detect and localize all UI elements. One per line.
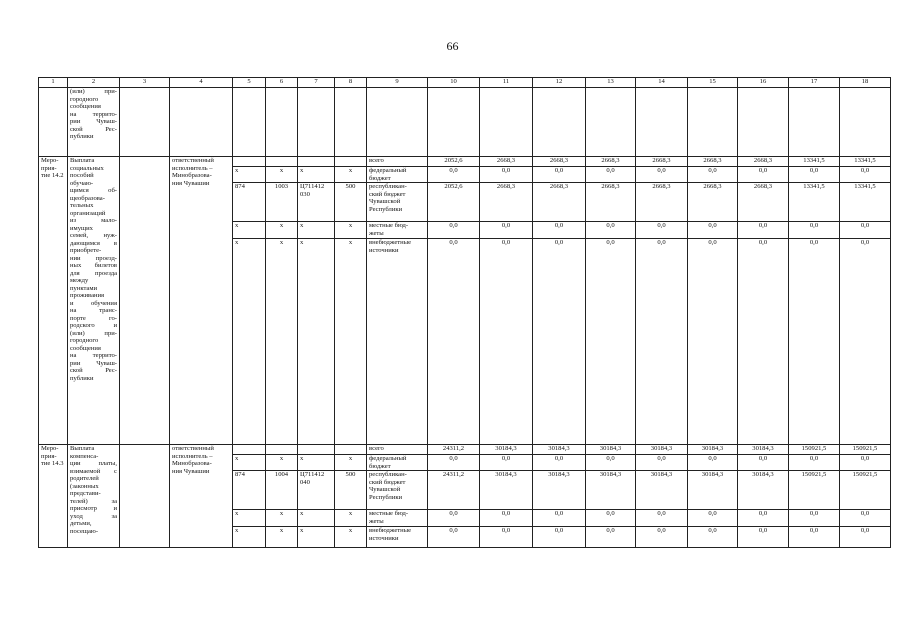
grbs-cell: x: [233, 239, 266, 445]
value-cell: 0,0: [636, 455, 688, 471]
value-cell: 0,0: [636, 527, 688, 548]
target-article-cell: x: [298, 455, 335, 471]
value-cell: 2052,6: [428, 183, 480, 222]
section-cell: x: [266, 167, 298, 183]
section-cell: 1003: [266, 183, 298, 222]
value-cell: 30184,3: [688, 445, 738, 455]
value-cell: 30184,3: [533, 471, 586, 510]
expense-type-cell: 500: [335, 471, 367, 510]
column-header: 4: [170, 78, 233, 88]
column-header: 18: [840, 78, 891, 88]
value-cell: 30184,3: [586, 471, 636, 510]
value-cell: 2668,3: [636, 183, 688, 222]
column-header: 16: [738, 78, 789, 88]
value-cell: 0,0: [533, 239, 586, 445]
value-cell: 0,0: [789, 239, 840, 445]
value-cell: 0,0: [428, 455, 480, 471]
value-cell: 0,0: [428, 222, 480, 239]
value-cell: 150921,5: [789, 445, 840, 455]
target-article-cell: x: [298, 510, 335, 527]
expense-type-cell: [335, 157, 367, 167]
funding-source-cell: внебюджетные источники: [367, 239, 428, 445]
value-cell: 0,0: [840, 167, 891, 183]
funding-source-cell: федеральный бюджет: [367, 167, 428, 183]
value-cell: 0,0: [738, 222, 789, 239]
value-cell: 2668,3: [480, 157, 533, 167]
value-cell: 2668,3: [586, 157, 636, 167]
value-cell: 30184,3: [636, 471, 688, 510]
target-article-cell: [298, 445, 335, 455]
budget-table: [38, 77, 891, 548]
value-cell: 0,0: [688, 167, 738, 183]
value-cell: 30184,3: [480, 471, 533, 510]
value-cell: 30184,3: [636, 445, 688, 455]
grbs-cell: x: [233, 222, 266, 239]
grbs-cell: x: [233, 167, 266, 183]
value-cell: 2668,3: [586, 183, 636, 222]
column-header: 3: [120, 78, 170, 88]
value-cell: 0,0: [688, 455, 738, 471]
section-cell: x: [266, 239, 298, 445]
value-cell: 0,0: [789, 527, 840, 548]
value-cell: 0,0: [428, 239, 480, 445]
expense-type-cell: x: [335, 222, 367, 239]
target-article-cell: [298, 157, 335, 167]
value-cell: 0,0: [586, 510, 636, 527]
expense-type-cell: [335, 445, 367, 455]
section-cell: x: [266, 455, 298, 471]
target-article-cell: x: [298, 222, 335, 239]
funding-source-cell: всего: [367, 445, 428, 455]
empty-cell: [120, 445, 170, 548]
table-header-row: [39, 78, 891, 88]
value-cell: 150921,5: [789, 471, 840, 510]
measure-name: Выплата компенса- ции платы, взимаемой с родителей (законных представи- телей) за присмотр и уход за детьми, посещаю-: [68, 445, 120, 548]
value-cell: 0,0: [738, 527, 789, 548]
column-header: 14: [636, 78, 688, 88]
target-article-cell: Ц711412 030: [298, 183, 335, 222]
value-cell: 0,0: [688, 527, 738, 548]
value-cell: 0,0: [840, 510, 891, 527]
value-cell: 0,0: [533, 527, 586, 548]
value-cell: 0,0: [533, 222, 586, 239]
value-cell: 13341,5: [789, 183, 840, 222]
value-cell: 0,0: [738, 510, 789, 527]
column-header: 1: [39, 78, 68, 88]
column-header: 7: [298, 78, 335, 88]
value-cell: 0,0: [586, 455, 636, 471]
value-cell: 2668,3: [688, 183, 738, 222]
value-cell: 0,0: [738, 239, 789, 445]
value-cell: 2668,3: [480, 183, 533, 222]
page-number: 66: [446, 39, 459, 53]
value-cell: 0,0: [586, 239, 636, 445]
column-header: 11: [480, 78, 533, 88]
value-cell: 13341,5: [840, 183, 891, 222]
value-cell: 0,0: [586, 167, 636, 183]
value-cell: 0,0: [428, 510, 480, 527]
value-cell: 0,0: [480, 510, 533, 527]
value-cell: 150921,5: [840, 445, 891, 455]
section-cell: x: [266, 222, 298, 239]
measure-name: Выплата социальных пособий обучаю- щимся об- щеобразова- тельных организаций из мало- имущих семей, нуж- дающимся в приобрете- нии проезд- ных билетов для проезда между пунктами проживания и обучения на транс- порте го- родского и (или) при- городного сообщения на террито- рии Чуваш- ской Рес- публики: [68, 157, 120, 445]
value-cell: 0,0: [428, 167, 480, 183]
table-row: [39, 157, 891, 167]
table-row: [39, 445, 891, 455]
value-cell: 0,0: [480, 167, 533, 183]
value-cell: 0,0: [533, 455, 586, 471]
column-header: 17: [789, 78, 840, 88]
continuation-row: [39, 88, 891, 157]
value-cell: 24311,2: [428, 471, 480, 510]
expense-type-cell: x: [335, 167, 367, 183]
grbs-cell: x: [233, 455, 266, 471]
value-cell: 2668,3: [738, 157, 789, 167]
value-cell: 0,0: [480, 239, 533, 445]
funding-source-cell: всего: [367, 157, 428, 167]
value-cell: 0,0: [688, 222, 738, 239]
column-header: 8: [335, 78, 367, 88]
value-cell: 0,0: [636, 167, 688, 183]
value-cell: 0,0: [840, 527, 891, 548]
grbs-cell: [233, 445, 266, 455]
expense-type-cell: x: [335, 527, 367, 548]
value-cell: 2668,3: [533, 183, 586, 222]
value-cell: 0,0: [636, 510, 688, 527]
value-cell: 13341,5: [789, 157, 840, 167]
section-cell: x: [266, 510, 298, 527]
expense-type-cell: x: [335, 510, 367, 527]
executor-cell: ответственный исполнитель – Минобразова- ния Чувашии: [170, 157, 233, 445]
value-cell: 0,0: [840, 239, 891, 445]
code-cell: [39, 88, 68, 157]
value-cell: 2668,3: [533, 157, 586, 167]
value-cell: 0,0: [789, 222, 840, 239]
grbs-cell: x: [233, 527, 266, 548]
value-cell: 0,0: [480, 527, 533, 548]
value-cell: 2052,6: [428, 157, 480, 167]
column-header: 6: [266, 78, 298, 88]
funding-source-cell: местные бюд- жеты: [367, 510, 428, 527]
target-article-cell: Ц711412 040: [298, 471, 335, 510]
funding-source-cell: республикан- ский бюджет Чувашской Республики: [367, 183, 428, 222]
column-header: 9: [367, 78, 428, 88]
empty-cell: [120, 157, 170, 445]
value-cell: 0,0: [586, 222, 636, 239]
value-cell: 0,0: [738, 455, 789, 471]
executor-cell: ответственный исполнитель – Минобразова- ния Чувашии: [170, 445, 233, 548]
value-cell: 30184,3: [533, 445, 586, 455]
value-cell: 0,0: [738, 167, 789, 183]
value-cell: 150921,5: [840, 471, 891, 510]
value-cell: 0,0: [789, 510, 840, 527]
value-cell: 0,0: [789, 455, 840, 471]
value-cell: 13341,5: [840, 157, 891, 167]
value-cell: 0,0: [636, 222, 688, 239]
expense-type-cell: 500: [335, 183, 367, 222]
section-cell: [266, 445, 298, 455]
expense-type-cell: x: [335, 239, 367, 445]
value-cell: 0,0: [586, 527, 636, 548]
value-cell: 30184,3: [586, 445, 636, 455]
funding-source-cell: республикан- ский бюджет Чувашской Республики: [367, 471, 428, 510]
funding-source-cell: федеральный бюджет: [367, 455, 428, 471]
table-body: [39, 78, 891, 548]
value-cell: 2668,3: [738, 183, 789, 222]
column-header: 10: [428, 78, 480, 88]
value-cell: 0,0: [688, 239, 738, 445]
value-cell: 30184,3: [480, 445, 533, 455]
section-cell: x: [266, 527, 298, 548]
grbs-cell: 874: [233, 183, 266, 222]
value-cell: 0,0: [688, 510, 738, 527]
value-cell: 0,0: [533, 167, 586, 183]
section-cell: [266, 157, 298, 167]
column-header: 5: [233, 78, 266, 88]
value-cell: 0,0: [789, 167, 840, 183]
expense-type-cell: x: [335, 455, 367, 471]
target-article-cell: x: [298, 239, 335, 445]
grbs-cell: 874: [233, 471, 266, 510]
value-cell: 0,0: [840, 222, 891, 239]
value-cell: 0,0: [533, 510, 586, 527]
value-cell: 24311,2: [428, 445, 480, 455]
measure-code: Меро- прия- тие 14.3: [39, 445, 68, 548]
value-cell: 2668,3: [688, 157, 738, 167]
funding-source-cell: местные бюд- жеты: [367, 222, 428, 239]
measure-code: Меро- прия- тие 14.2: [39, 157, 68, 445]
value-cell: 30184,3: [738, 471, 789, 510]
column-header: 12: [533, 78, 586, 88]
grbs-cell: [233, 157, 266, 167]
target-article-cell: x: [298, 527, 335, 548]
value-cell: 0,0: [428, 527, 480, 548]
grbs-cell: x: [233, 510, 266, 527]
value-cell: 0,0: [840, 455, 891, 471]
continuation-text: (или) при- городного сообщения на террито- рии Чуваш- ской Рес- публики: [68, 88, 120, 157]
value-cell: 0,0: [480, 222, 533, 239]
funding-source-cell: внебюджетные источники: [367, 527, 428, 548]
column-header: 15: [688, 78, 738, 88]
value-cell: 0,0: [636, 239, 688, 445]
section-cell: 1004: [266, 471, 298, 510]
column-header: 13: [586, 78, 636, 88]
value-cell: 30184,3: [738, 445, 789, 455]
column-header: 2: [68, 78, 120, 88]
value-cell: 30184,3: [688, 471, 738, 510]
value-cell: 2668,3: [636, 157, 688, 167]
target-article-cell: x: [298, 167, 335, 183]
value-cell: 0,0: [480, 455, 533, 471]
